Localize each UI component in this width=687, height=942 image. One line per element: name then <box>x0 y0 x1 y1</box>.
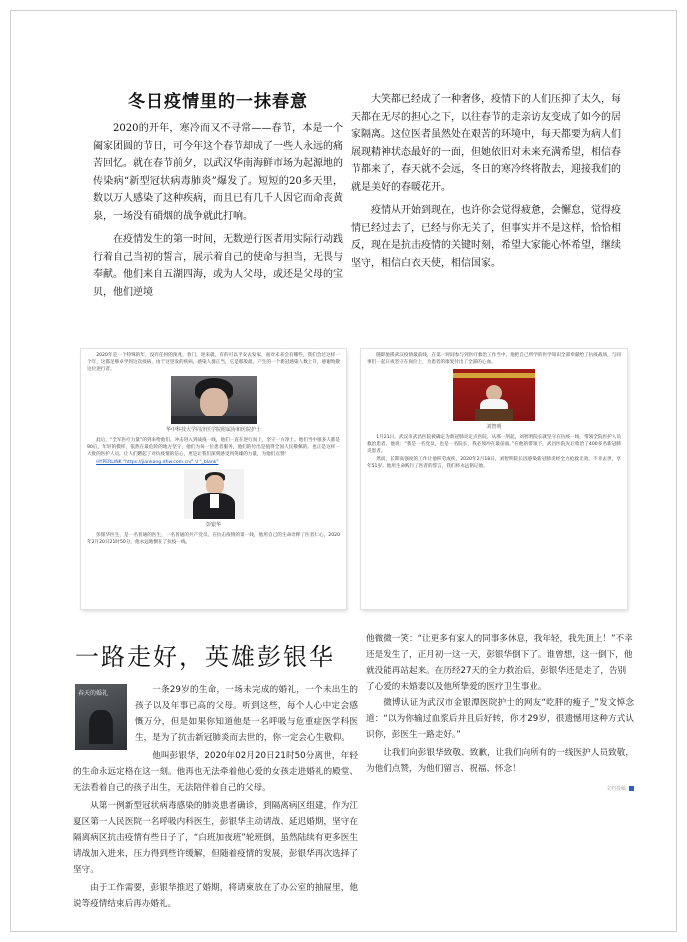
photo-caption: 彭银华 <box>205 522 221 528</box>
footer-dot-icon <box>629 786 634 791</box>
article-paragraph: 1月21日，武汉市武昌医院被确定为新冠肺炎定点医院。从那一刻起，刘智明院长就坚守在抗疫一线，带领全院医护人员救治患者，他说：“我是一名党员，也是一名院长，我必须冲在最前面。”在他的带领下，武昌医院先后收治了400多名新冠肺炎患者。 <box>367 435 621 454</box>
article-paragraph: 随即驰援武汉疫情最前线，在第一时间参与到医疗救治工作当中，他把自己所学的医学知识全部奉献给了抗疫战场，与同事们一起日夜坚守在岗位上，为患者的康复付出了全部的心血。 <box>367 353 621 365</box>
peng-yinhua-photo <box>184 469 244 519</box>
hero-paragraph: 他叫彭银华，2020年02月20日21时50分离世，年轻的生命永远定格在这一刻。他再也无法牵着他心爱的女孩走进婚礼的殿堂、无法看着自己的孩子出生，无法陪伴着自己的父母。 <box>73 751 358 793</box>
hero-paragraph: 从第一例新型冠状病毒感染的肺炎患者确诊，到隔离病区组建，作为江夏区第一人民医院一名呼吸内科医生，彭银华主动请战、延迟婚期，坚守在隔离病区抗击疫情有些日子了，“白班加夜班”轮班倒，虽然陆续有更多医生请战加入进来，压力得到些许缓解，但随着疫情的发展，彭银华再次选择了坚守。 <box>73 801 358 875</box>
article-paragraph: 彭银华医生，是一名普通的医生，一名普通的共产党员。在抗击疫情的第一线，他用自己的生命诠释了医者仁心，2020年2月20日21时50分，他永远地倒在了抗疫一线。 <box>87 533 340 545</box>
speech-photo <box>453 369 535 421</box>
hero-paragraph: 他微微一笑：“让更多有家人的同事多休息，我年轻，我先顶上！”不幸还是发生了，正月初一这一天，彭银华倒下了。谁曾想，这一倒下，他就没能再站起来。在历经27天的全力救治后，彭银华还是走了，告别了心爱的未婚妻以及他所挚爱的医疗卫生事业。 <box>366 634 633 692</box>
essay-left-panel <box>93 73 343 325</box>
page-frame <box>10 10 677 932</box>
hero-paragraph: 微博认证为武汉市金银潭医院护士的网友“吃胖的瘦子_”发文悼念道：“以为你输过血浆后并且后好转，你才29岁，很遗憾用这种方式认识你，彭医生一路走好。” <box>366 698 634 740</box>
article-left-panel <box>81 349 346 609</box>
essay-paragraph: 疫情从开始到现在，也许你会觉得疲惫，会懈怠，觉得疫情已经过去了，已经与你无关了，但事实并不是这样，恰恰相反，现在是抗击疫情的关键时刻，希望大家能心怀希望，继续坚守，相信白衣天使，相信国家。 <box>351 205 621 269</box>
article-right-panel <box>361 349 627 609</box>
book-cover-image: 春天的婚礼 <box>75 684 127 750</box>
article-paragraph: 此后，“全军医疗力量”的到来给他们，冲击进入到战疫一线，他们一直在逆行而上，坚守一方净土。他们当中很多人都是90后，年轻的模样，依然在最危险的地方坚守，他们为每一位患者服务，他们的付出是值得全国人民敬佩的。也正是这样一大批的医护人员，让人们燃起了对抗疫情的信心，更是让我们深刻感受到英雄的力量，为他们点赞！ <box>87 438 340 457</box>
hero-right-panel <box>366 631 634 816</box>
doc-footer: 文档投稿 <box>366 781 634 797</box>
essay-paragraph: 在疫情发生的第一时间，无数逆行医者用实际行动践行着自己当初的誓言，展示着自己的使命与担当，无畏与奉献。他们来自五湖四海，或为人父母，或还是父母的宝贝，他们逆境 <box>93 234 343 298</box>
essay-paragraph: 2020的开年，寒冷而又不寻常——春节，本是一个阖家团圆的节日，可今年这个春节却成了一些人永远的痛苦回忆。就在春节前夕，以武汉华南海鲜市场为起源地的传染病“新型冠状病毒肺炎”爆发了。短短的20多天里，数以万人感染了这种疾病，而且已有几千人因它而命丧黄泉，一场没有硝烟的战争就此打响。 <box>93 123 343 222</box>
article-paragraph: 2020年是一个特殊的年，没有任何的预兆，春门，逆来就，有的可以平安去发家，面对未来会有哪些，我们会过这样一个年，这都足够卓学到这次疫病，由于这里发的疾病，感染人群正当，它是那般最，产生的一个新冠感染人数上升，感谢致敬这位逆行者。 <box>87 353 340 372</box>
article-paragraph: 然而，长期高强度的工作让他积劳成疾，2020年2月18日，刘智明院长因感染新冠肺炎经全力抢救无效，不幸去世，享年51岁。他用生命践行了医者的誓言，我们将永远铭记他。 <box>367 457 621 469</box>
photo-caption: 华中科技大学同济医学院附属协和医院护士 <box>165 427 261 433</box>
essay-title: 冬日疫情里的一抹春意 <box>128 92 308 112</box>
essay-right-panel <box>351 73 621 325</box>
hero-paragraph: 让我们向彭银华致敬、致歉，让我们向所有的一线医护人员致敬，为他们点赞，为他们留言、祝福、怀念！ <box>366 748 634 774</box>
hero-title: 一路走好，英雄彭银华 <box>75 643 335 671</box>
hero-paragraph: 由于工作需要，彭银华推迟了婚期，将请柬放在了办公室的抽屉里，他说等疫情结束后再办婚礼。 <box>73 883 358 909</box>
hero-paragraph: 一条29岁的生命，一场未完成的婚礼，一个未出生的孩子以及年事已高的父母。听到这些，每个人心中定会感慨万分，但是如果你知道他是一名呼吸与危重症医学科医生，是为了抗击新冠肺炎而去世的，你一定会心生敬仰。 <box>135 685 358 743</box>
nurse-photo <box>171 376 257 424</box>
essay-paragraph: 大笑都已经成了一种奢侈，疫情下的人们压抑了太久，每天都在无尽的担心之下，以往春节的走亲访友变成了如今的居家隔离。这位医者虽然处在艰苦的环境中，每天都要为病人们展现精神状态最好的一面，但她依旧对未来充满希望，相信春节都来了，春天就不会远，冬日的寒冷终将散去，迎接我们的就是美好的春暖花开。 <box>351 94 621 193</box>
photo-caption: 刘智明 <box>486 424 502 430</box>
hero-left-panel <box>73 631 358 913</box>
hyperlink[interactable]: HYPERLINK "https://jiankang.dhw.com.cn/" \l "_blank" <box>96 460 219 465</box>
